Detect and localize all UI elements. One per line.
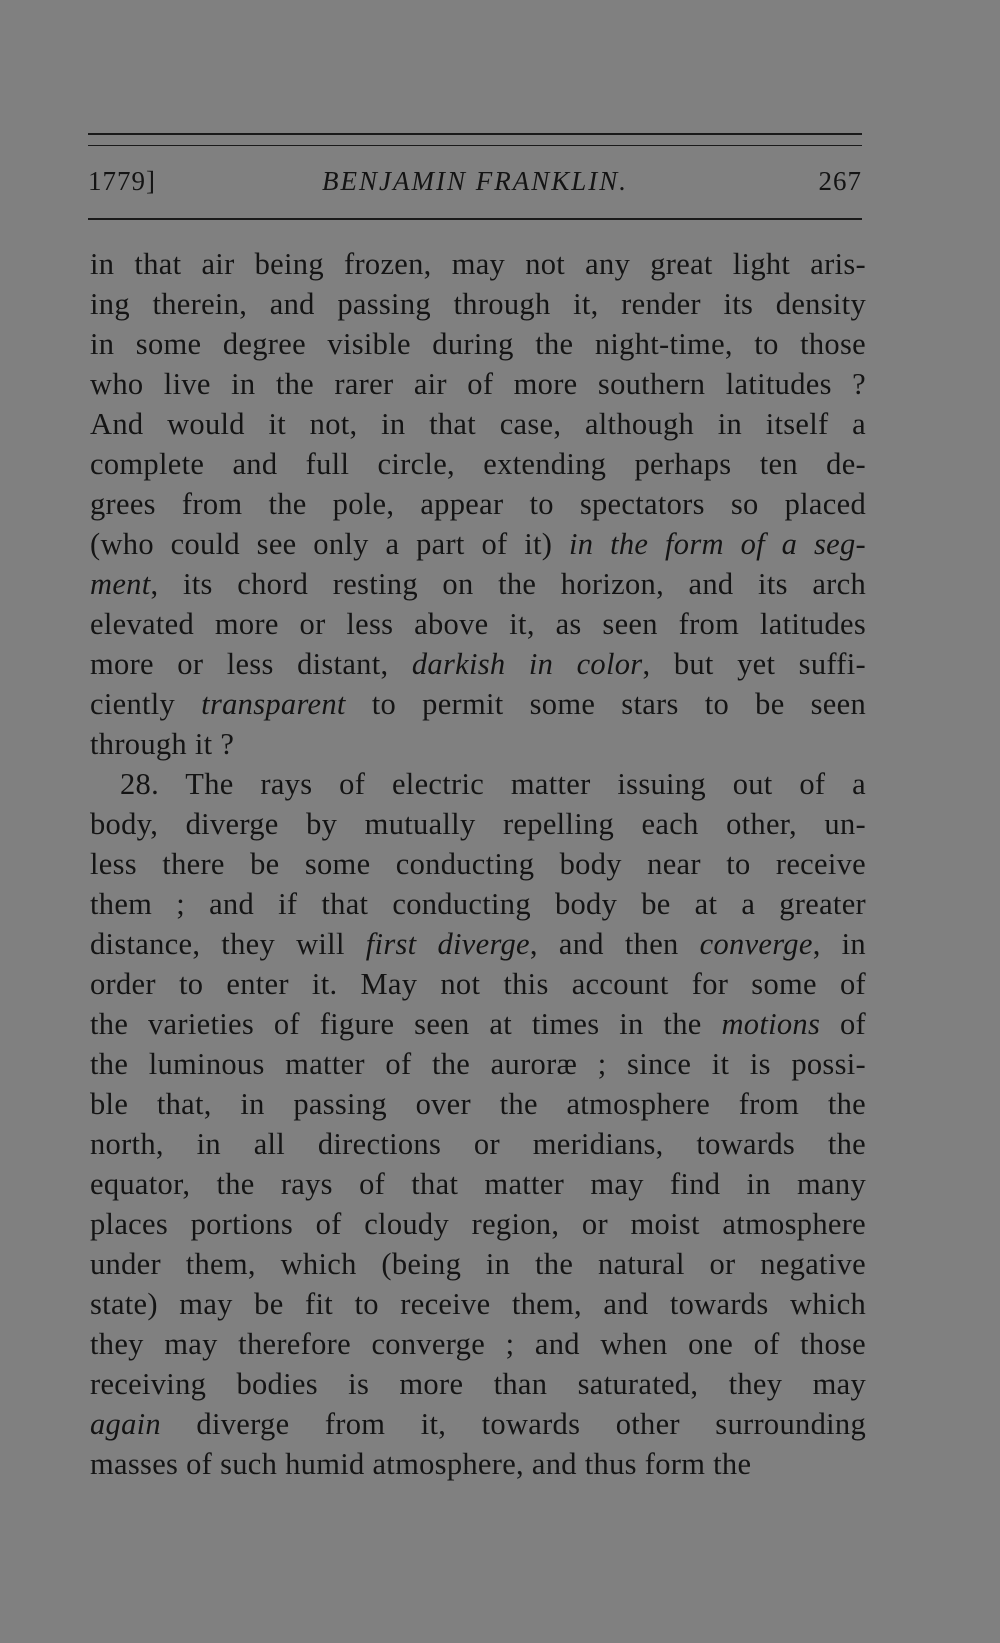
line-text: in that air being frozen, may not any great light aris- <box>90 247 866 281</box>
text-line <box>90 644 866 684</box>
text-line <box>90 404 866 444</box>
text-line <box>90 1364 866 1404</box>
line-text: north, in all directions or meridians, towards the <box>90 1127 866 1161</box>
top-rule <box>88 133 862 135</box>
line-text: complete and full circle, extending perhaps ten de- <box>90 447 866 481</box>
top-rule-thin <box>88 145 862 146</box>
line-text: body, diverge by mutually repelling each other, un- <box>90 807 866 841</box>
line-text: distance, they will <box>90 927 366 961</box>
text-line <box>90 444 866 484</box>
line-text: they may therefore converge ; and when one of those <box>90 1327 866 1361</box>
italic-phrase: converge <box>699 927 813 961</box>
line-text: elevated more or less above it, as seen from latitudes <box>90 607 866 641</box>
italic-phrase: in the form of a seg- <box>568 527 866 561</box>
line-text: state) may be fit to receive them, and towards which <box>90 1287 866 1321</box>
line-text: under them, which (being in the natural or negative <box>90 1247 866 1281</box>
text-line <box>90 604 866 644</box>
line-text: , its chord resting on the horizon, and its arch <box>150 567 866 601</box>
page-number: 267 <box>818 166 862 196</box>
line-text: 28. The rays of electric matter issuing out of a <box>120 767 866 801</box>
line-text: who live in the rarer air of more southern latitudes ? <box>90 367 866 401</box>
text-line <box>90 324 866 364</box>
text-line <box>90 484 866 524</box>
line-text: of <box>820 1007 866 1041</box>
text-line <box>90 284 866 324</box>
italic-phrase: first diverge <box>365 927 530 961</box>
line-text: less there be some conducting body near to receive <box>90 847 866 881</box>
line-text: , in <box>812 927 866 961</box>
line-text: receiving bodies is more than saturated, they may <box>90 1367 866 1401</box>
line-text: , and then <box>529 927 700 961</box>
italic-phrase: transparent <box>201 687 346 721</box>
italic-phrase: darkish in color <box>411 647 643 681</box>
text-line <box>90 884 866 924</box>
text-line <box>90 524 866 564</box>
header-rule <box>88 218 862 220</box>
text-line <box>90 1124 866 1164</box>
text-line <box>90 1044 866 1084</box>
text-line <box>90 684 866 724</box>
line-text: diverge from it, towards other surrounding <box>160 1407 866 1441</box>
text-line <box>90 364 866 404</box>
text-line <box>90 1164 866 1204</box>
line-text: ciently <box>90 687 202 721</box>
text-line <box>90 924 866 964</box>
line-text: the luminous matter of the auroræ ; since it is possi- <box>90 1047 866 1081</box>
text-line <box>90 1004 866 1044</box>
text-line <box>90 1444 866 1484</box>
italic-phrase: motions <box>721 1007 821 1041</box>
line-text: masses of such humid atmosphere, and thus form the <box>90 1447 752 1481</box>
line-text: in some degree visible during the night-time, to those <box>90 327 866 361</box>
text-line <box>90 1404 866 1444</box>
line-text: to permit some stars to be seen <box>345 687 866 721</box>
text-line <box>90 724 866 764</box>
body-text <box>90 244 866 1484</box>
line-text: ble that, in passing over the atmosphere from the <box>90 1087 866 1121</box>
header-year: 1779] <box>88 166 156 196</box>
running-title: BENJAMIN FRANKLIN. <box>322 166 628 196</box>
line-text: ing therein, and passing through it, render its density <box>90 287 866 321</box>
line-text: grees from the pole, appear to spectators so placed <box>90 487 866 521</box>
text-line <box>90 1324 866 1364</box>
text-line <box>90 244 866 284</box>
text-line <box>90 804 866 844</box>
text-line <box>90 1284 866 1324</box>
line-text: equator, the rays of that matter may find in many <box>90 1167 866 1201</box>
italic-phrase: again <box>90 1407 161 1441</box>
text-line <box>90 1084 866 1124</box>
line-text: And would it not, in that case, although in itself a <box>90 407 866 441</box>
line-text: order to enter it. May not this account for some of <box>90 967 866 1001</box>
line-text: more or less distant, <box>90 647 412 681</box>
text-line <box>90 1204 866 1244</box>
line-text: (who could see only a part of it) <box>90 527 569 561</box>
line-text: the varieties of figure seen at times in the <box>90 1007 722 1041</box>
text-line <box>90 1244 866 1284</box>
line-text: places portions of cloudy region, or moist atmosphere <box>90 1207 866 1241</box>
line-text: , but yet suffi- <box>642 647 866 681</box>
text-line <box>90 764 866 804</box>
page-header <box>88 166 862 206</box>
line-text: them ; and if that conducting body be at a greater <box>90 887 866 921</box>
text-line <box>90 564 866 604</box>
line-text: through it ? <box>90 727 235 761</box>
text-line <box>90 844 866 884</box>
italic-phrase: ment <box>90 567 151 601</box>
text-line <box>90 964 866 1004</box>
